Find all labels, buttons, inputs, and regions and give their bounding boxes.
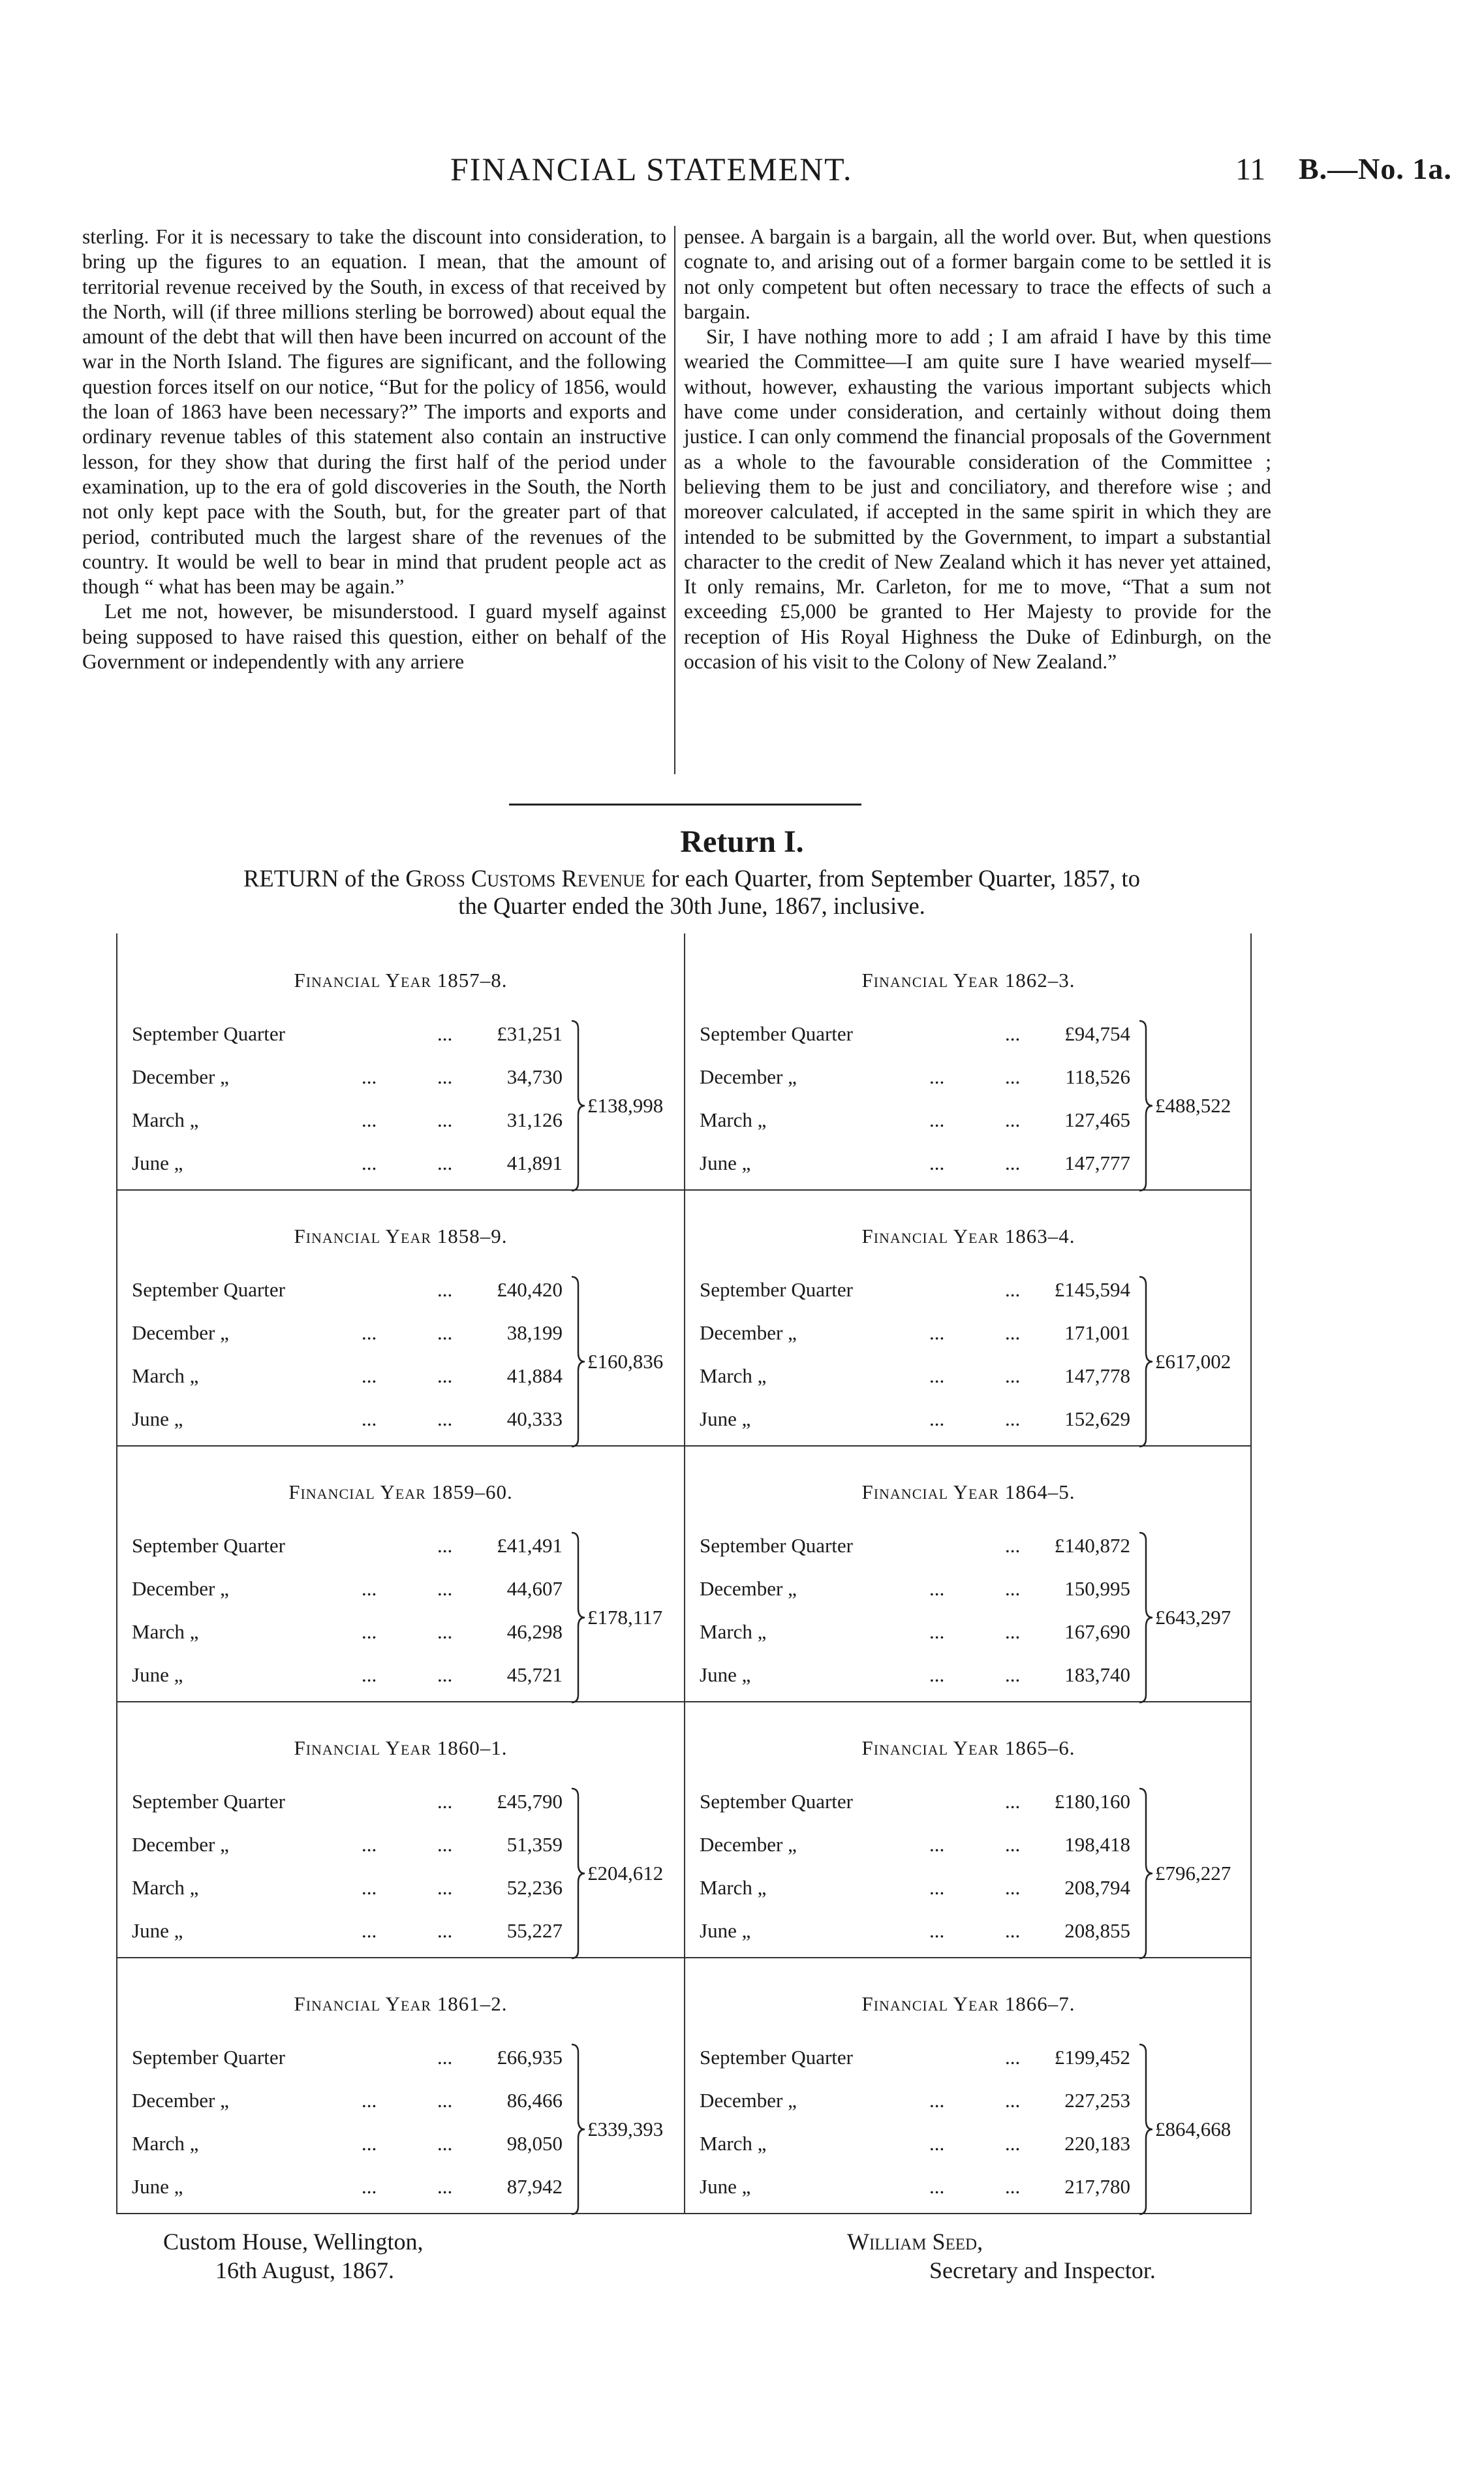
leader-dots: ... <box>362 1364 377 1387</box>
leader-dots: ... <box>437 2175 453 2198</box>
quarter-label: September Quarter <box>700 1790 853 1813</box>
financial-year-heading: Financial Year 1866–7. <box>861 1992 1075 2015</box>
leader-dots: ... <box>1005 1065 1021 1088</box>
quarter-row <box>132 1151 563 1178</box>
quarter-amount: 208,855 <box>1064 1919 1130 1942</box>
quarter-row <box>700 2175 1130 2201</box>
quarter-label: September Quarter <box>700 1534 853 1557</box>
quarter-row <box>132 2175 563 2201</box>
financial-year-heading: Financial Year 1864–5. <box>861 1480 1075 1503</box>
quarter-amount: 220,183 <box>1064 2132 1130 2155</box>
quarter-amount: 51,359 <box>506 1833 563 1856</box>
return-desc-line2: the Quarter ended the 30th June, 1867, inclusive. <box>458 892 925 919</box>
leader-dots: ... <box>362 1620 377 1643</box>
quarter-row <box>700 1108 1130 1135</box>
financial-year-block <box>117 933 684 1189</box>
quarter-amount: 45,721 <box>506 1663 563 1686</box>
return-desc-d: for each Quarter, from September Quarter, 1857, to <box>651 865 1140 892</box>
quarter-label: March „ <box>700 2132 767 2155</box>
quarter-row <box>132 1065 563 1091</box>
quarter-amount: 44,607 <box>506 1577 563 1600</box>
quarter-label: December „ <box>700 1065 797 1088</box>
leader-dots: ... <box>1005 2089 1021 2112</box>
financial-year-heading: Financial Year 1861–2. <box>294 1992 508 2015</box>
document-reference: B.—No. 1a. <box>1299 152 1452 185</box>
quarter-label: June „ <box>700 1663 751 1686</box>
quarter-amount: 167,690 <box>1064 1620 1130 1643</box>
leader-dots: ... <box>362 1833 377 1856</box>
leader-dots: ... <box>437 1321 453 1344</box>
quarter-row <box>132 1876 563 1902</box>
quarter-amount: 52,236 <box>506 1876 563 1899</box>
quarter-label: June „ <box>132 2175 183 2198</box>
quarter-amount: 41,884 <box>506 1364 563 1387</box>
quarter-row <box>132 1278 563 1304</box>
quarter-label: September Quarter <box>700 1022 853 1045</box>
leader-dots: ... <box>1005 1022 1021 1045</box>
quarter-amount: £31,251 <box>497 1022 563 1045</box>
leader-dots: ... <box>362 1876 377 1899</box>
leader-dots: ... <box>437 1620 453 1643</box>
leader-dots: ... <box>1005 1278 1021 1301</box>
footer-place-date <box>163 2227 423 2285</box>
quarter-row <box>132 1833 563 1859</box>
quarter-row <box>700 2089 1130 2115</box>
year-total: £643,297 <box>1155 1606 1231 1629</box>
quarter-label: December „ <box>132 1065 229 1088</box>
quarter-row <box>700 1321 1130 1347</box>
financial-year-block <box>117 1445 684 1701</box>
quarter-row <box>132 1663 563 1689</box>
quarter-amount: 98,050 <box>506 2132 563 2155</box>
quarter-label: June „ <box>132 1663 183 1686</box>
quarter-row <box>700 1534 1130 1560</box>
quarter-label: March „ <box>132 1364 199 1387</box>
year-total: £796,227 <box>1155 1862 1231 1885</box>
leader-dots: ... <box>1005 1833 1021 1856</box>
leader-dots: ... <box>437 1151 453 1174</box>
return-desc-c: Gross Customs Revenue <box>405 865 645 892</box>
page-number: 11 <box>1235 152 1266 187</box>
quarter-amount: 147,777 <box>1064 1151 1130 1174</box>
quarter-amount: £41,491 <box>497 1534 563 1557</box>
quarter-label: March „ <box>700 1620 767 1643</box>
quarter-amount: 34,730 <box>506 1065 563 1088</box>
quarter-label: March „ <box>700 1364 767 1387</box>
quarter-amount: 86,466 <box>506 2089 563 2112</box>
financial-year-block <box>117 1189 684 1445</box>
year-total: £864,668 <box>1155 2118 1231 2140</box>
financial-year-heading: Financial Year 1860–1. <box>294 1736 508 1759</box>
leader-dots: ... <box>437 1577 453 1600</box>
quarter-row <box>700 1364 1130 1390</box>
leader-dots: ... <box>1005 1577 1021 1600</box>
leader-dots: ... <box>437 1278 453 1301</box>
quarter-amount: 87,942 <box>506 2175 563 2198</box>
quarter-amount: £180,160 <box>1054 1790 1130 1813</box>
quarter-label: March „ <box>700 1876 767 1899</box>
leader-dots: ... <box>929 1620 945 1643</box>
leader-dots: ... <box>929 1065 945 1088</box>
return-title: Return I. <box>680 824 804 859</box>
leader-dots: ... <box>1005 1663 1021 1686</box>
quarter-row <box>700 1065 1130 1091</box>
leader-dots: ... <box>1005 1407 1021 1430</box>
leader-dots: ... <box>362 1108 377 1131</box>
footer-date: 16th August, 1867. <box>215 2257 395 2283</box>
financial-year-heading: Financial Year 1862–3. <box>861 969 1075 992</box>
return-description <box>117 865 1266 920</box>
leader-dots: ... <box>362 1321 377 1344</box>
quarter-label: September Quarter <box>700 1278 853 1301</box>
footer-position: Secretary and Inspector. <box>929 2257 1156 2283</box>
quarter-label: September Quarter <box>132 1022 285 1045</box>
quarter-row <box>700 2132 1130 2158</box>
quarter-amount: 152,629 <box>1064 1407 1130 1430</box>
quarter-amount: 208,794 <box>1064 1876 1130 1899</box>
financial-year-block <box>117 1957 684 2213</box>
quarter-label: December „ <box>132 1577 229 1600</box>
leader-dots: ... <box>1005 1876 1021 1899</box>
paragraph: pensee. A bargain is a bargain, all the world over. But, when questions cognate to, and arising out of a former bargain come to be settled it is not only competent but often necessary to trace the effects of such a bargain. <box>684 225 1271 323</box>
quarter-amount: 38,199 <box>506 1321 563 1344</box>
quarter-amount: 217,780 <box>1064 2175 1130 2198</box>
leader-dots: ... <box>362 1577 377 1600</box>
quarter-row <box>132 2132 563 2158</box>
financial-year-heading: Financial Year 1858–9. <box>294 1225 508 1247</box>
quarter-amount: 40,333 <box>506 1407 563 1430</box>
leader-dots: ... <box>929 1919 945 1942</box>
leader-dots: ... <box>362 1151 377 1174</box>
financial-year-heading: Financial Year 1857–8. <box>294 969 508 992</box>
page-header <box>0 131 1484 202</box>
quarter-amount: 31,126 <box>506 1108 563 1131</box>
year-total: £617,002 <box>1155 1350 1231 1373</box>
quarter-row <box>700 1151 1130 1178</box>
quarter-label: June „ <box>132 1919 183 1942</box>
quarter-amount: 171,001 <box>1064 1321 1130 1344</box>
leader-dots: ... <box>1005 1321 1021 1344</box>
quarter-amount: 118,526 <box>1065 1065 1130 1088</box>
year-total: £204,612 <box>587 1862 664 1885</box>
quarter-label: March „ <box>132 1876 199 1899</box>
leader-dots: ... <box>437 1108 453 1131</box>
year-total: £488,522 <box>1155 1094 1231 1117</box>
leader-dots: ... <box>1005 2132 1021 2155</box>
quarter-label: March „ <box>132 2132 199 2155</box>
return-desc-b: of the <box>345 865 400 892</box>
quarter-row <box>700 2046 1130 2072</box>
year-total: £339,393 <box>587 2118 664 2140</box>
quarter-label: June „ <box>132 1151 183 1174</box>
leader-dots: ... <box>1005 1364 1021 1387</box>
quarter-label: December „ <box>132 2089 229 2112</box>
leader-dots: ... <box>437 2089 453 2112</box>
leader-dots: ... <box>362 2089 377 2112</box>
quarter-row <box>132 1534 563 1560</box>
leader-dots: ... <box>437 1663 453 1686</box>
quarter-label: September Quarter <box>132 1790 285 1813</box>
leader-dots: ... <box>929 1663 945 1686</box>
leader-dots: ... <box>362 1663 377 1686</box>
section-separator <box>509 804 861 806</box>
paragraph: Let me not, however, be misunderstood. I guard myself against being supposed to have raised this question, either on behalf of the Government or independently with any arriere <box>82 600 666 674</box>
leader-dots: ... <box>362 1065 377 1088</box>
quarter-row <box>132 1577 563 1603</box>
left-text-column <box>82 225 666 674</box>
customs-revenue-table <box>116 933 1252 2214</box>
quarter-row <box>700 1278 1130 1304</box>
quarter-label: June „ <box>700 2175 751 2198</box>
leader-dots: ... <box>929 1833 945 1856</box>
quarter-row <box>132 1790 563 1816</box>
financial-year-block <box>685 933 1252 1189</box>
paragraph: sterling. For it is necessary to take the discount into consideration, to bring up the figures to an equation. I mean, that the amount of territorial revenue received by the South, in excess of that received by the North, will (if three millions sterling be borrowed) about equal the amount of the debt that will then have been incurred on account of the war in the North Island. The figures are significant, and the following question forces itself on our notice, “But for the policy of 1856, would the loan of 1863 have been necessary?” The imports and exports and ordinary revenue tables of this statement also contain an instructive lesson, for they show that during the first half of the period under examination, up to the era of gold discoveries in the South, the North not only kept pace with the South, but, for the greater part of that period, contributed much the largest share of the revenues of the country. It would be well to bear in mind that prudent people act as though “ what has been may be again.” <box>82 225 666 599</box>
quarter-row <box>132 1620 563 1646</box>
financial-year-block <box>685 1445 1252 1701</box>
leader-dots: ... <box>929 1108 945 1131</box>
right-text-column <box>684 225 1271 674</box>
financial-year-block <box>117 1701 684 1957</box>
quarter-amount: 41,891 <box>506 1151 563 1174</box>
quarter-row <box>132 1022 563 1048</box>
year-total: £178,117 <box>587 1606 663 1629</box>
leader-dots: ... <box>437 1876 453 1899</box>
leader-dots: ... <box>1005 1620 1021 1643</box>
quarter-label: March „ <box>700 1108 767 1131</box>
footer-place: Custom House, Wellington, <box>163 2229 424 2255</box>
quarter-amount: 55,227 <box>506 1919 563 1942</box>
leader-dots: ... <box>437 1534 453 1557</box>
quarter-row <box>700 1407 1130 1433</box>
quarter-row <box>700 1790 1130 1816</box>
quarter-label: June „ <box>700 1919 751 1942</box>
financial-year-block <box>685 1189 1252 1445</box>
quarter-amount: £140,872 <box>1054 1534 1130 1557</box>
quarter-row <box>132 2046 563 2072</box>
quarter-label: December „ <box>700 2089 797 2112</box>
year-total: £138,998 <box>587 1094 664 1117</box>
leader-dots: ... <box>437 1919 453 1942</box>
quarter-label: June „ <box>700 1151 751 1174</box>
leader-dots: ... <box>1005 1108 1021 1131</box>
leader-dots: ... <box>362 2175 377 2198</box>
quarter-amount: £40,420 <box>497 1278 563 1301</box>
paragraph: Sir, I have nothing more to add ; I am afraid I have by this time wearied the Committee—I am quite sure I have wearied myself—without, however, exhausting the various important subjects which have come under consideration, and certainly without doing them justice. I can only commend the financial proposals of the Government as a whole to the favourable consideration of the Committee ; believing them to be just and conciliatory, and therefore wise ; and moreover calculated, if accepted in the same spirit in which they are intended to be submitted by the Government, to impart a substantial character to the credit of New Zealand which it has never yet attained, It only remains, Mr. Carleton, for me to move, “That a sum not exceeding £5,000 be granted to Her Majesty to provide for the reception of His Royal Highness the Duke of Edinburgh, on the occasion of his visit to the Colony of New Zealand.” <box>684 325 1271 674</box>
quarter-amount: £94,754 <box>1064 1022 1130 1045</box>
year-total: £160,836 <box>587 1350 664 1373</box>
quarter-label: March „ <box>132 1108 199 1131</box>
financial-year-heading: Financial Year 1859–60. <box>288 1480 513 1503</box>
quarter-row <box>132 1108 563 1135</box>
leader-dots: ... <box>1005 1919 1021 1942</box>
quarter-row <box>132 1919 563 1945</box>
leader-dots: ... <box>929 2089 945 2112</box>
leader-dots: ... <box>362 2132 377 2155</box>
quarter-amount: £199,452 <box>1054 2046 1130 2069</box>
leader-dots: ... <box>929 1364 945 1387</box>
financial-year-heading: Financial Year 1863–4. <box>861 1225 1075 1247</box>
page-title: FINANCIAL STATEMENT. <box>450 151 853 187</box>
quarter-label: September Quarter <box>132 1534 285 1557</box>
return-desc-a: RETURN <box>243 865 339 892</box>
leader-dots: ... <box>437 1065 453 1088</box>
leader-dots: ... <box>929 1876 945 1899</box>
leader-dots: ... <box>1005 1534 1021 1557</box>
leader-dots: ... <box>437 1833 453 1856</box>
leader-dots: ... <box>437 1022 453 1045</box>
quarter-row <box>700 1620 1130 1646</box>
quarter-label: March „ <box>132 1620 199 1643</box>
quarter-amount: 198,418 <box>1064 1833 1130 1856</box>
leader-dots: ... <box>929 2175 945 2198</box>
leader-dots: ... <box>929 1407 945 1430</box>
column-divider <box>674 226 675 774</box>
leader-dots: ... <box>437 1364 453 1387</box>
quarter-amount: 46,298 <box>506 1620 563 1643</box>
financial-year-block <box>685 1701 1252 1957</box>
quarter-row <box>700 1876 1130 1902</box>
quarter-amount: 150,995 <box>1064 1577 1130 1600</box>
quarter-row <box>132 1321 563 1347</box>
quarter-label: June „ <box>700 1407 751 1430</box>
quarter-label: December „ <box>132 1321 229 1344</box>
quarter-label: June „ <box>132 1407 183 1430</box>
quarter-row <box>700 1022 1130 1048</box>
leader-dots: ... <box>1005 1151 1021 1174</box>
quarter-row <box>700 1663 1130 1689</box>
leader-dots: ... <box>437 1790 453 1813</box>
leader-dots: ... <box>437 2046 453 2069</box>
leader-dots: ... <box>437 2132 453 2155</box>
footer-signatory: William Seed, <box>847 2229 983 2255</box>
leader-dots: ... <box>437 1407 453 1430</box>
leader-dots: ... <box>1005 2046 1021 2069</box>
leader-dots: ... <box>1005 1790 1021 1813</box>
quarter-label: December „ <box>132 1833 229 1856</box>
quarter-amount: 127,465 <box>1064 1108 1130 1131</box>
quarter-amount: £66,935 <box>497 2046 563 2069</box>
financial-year-block <box>685 1957 1252 2213</box>
quarter-amount: 227,253 <box>1064 2089 1130 2112</box>
quarter-row <box>132 2089 563 2115</box>
quarter-label: December „ <box>700 1321 797 1344</box>
leader-dots: ... <box>362 1919 377 1942</box>
leader-dots: ... <box>929 1577 945 1600</box>
quarter-label: September Quarter <box>132 2046 285 2069</box>
quarter-amount: 147,778 <box>1064 1364 1130 1387</box>
financial-year-heading: Financial Year 1865–6. <box>861 1736 1075 1759</box>
quarter-label: December „ <box>700 1833 797 1856</box>
quarter-row <box>132 1364 563 1390</box>
leader-dots: ... <box>1005 2175 1021 2198</box>
quarter-label: September Quarter <box>132 1278 285 1301</box>
quarter-row <box>132 1407 563 1433</box>
footer-signature <box>847 2227 1156 2285</box>
leader-dots: ... <box>929 1151 945 1174</box>
quarter-row <box>700 1919 1130 1945</box>
leader-dots: ... <box>362 1407 377 1430</box>
quarter-label: December „ <box>700 1577 797 1600</box>
quarter-amount: 183,740 <box>1064 1663 1130 1686</box>
leader-dots: ... <box>929 2132 945 2155</box>
quarter-label: September Quarter <box>700 2046 853 2069</box>
quarter-row <box>700 1577 1130 1603</box>
leader-dots: ... <box>929 1321 945 1344</box>
quarter-row <box>700 1833 1130 1859</box>
quarter-amount: £45,790 <box>497 1790 563 1813</box>
quarter-amount: £145,594 <box>1054 1278 1130 1301</box>
